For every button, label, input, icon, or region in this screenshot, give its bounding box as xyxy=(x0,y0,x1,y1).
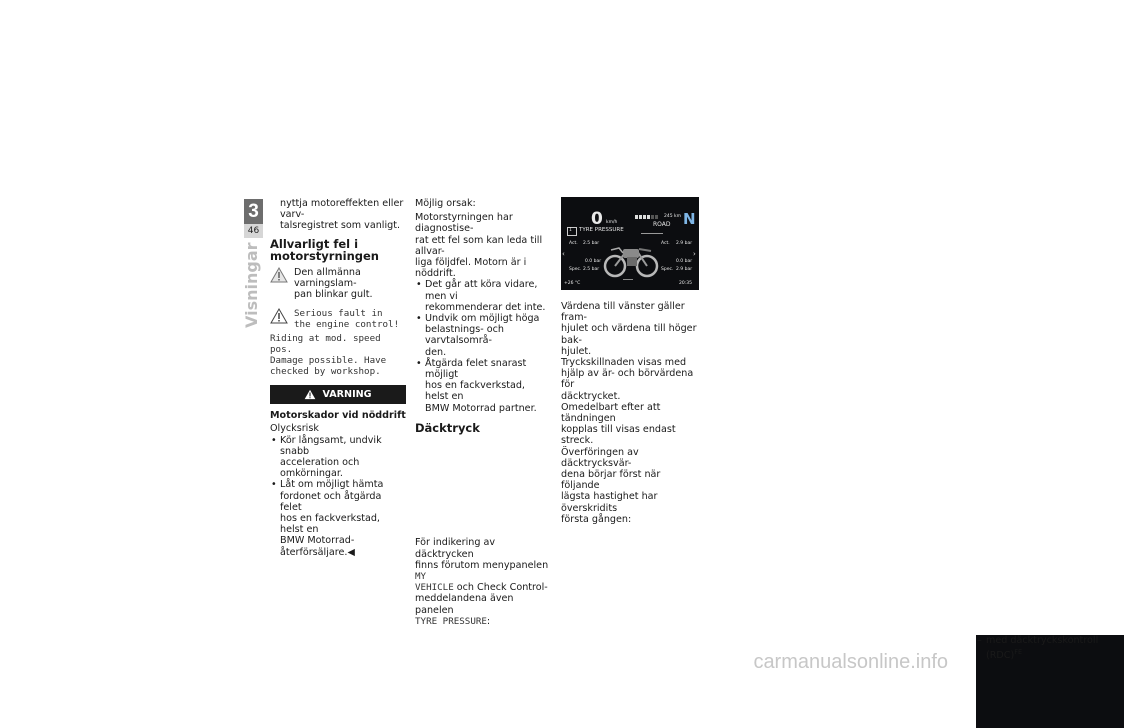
text-line: hjulet och värdena till höger bak- xyxy=(561,323,697,346)
temperature-value: +26 °C xyxy=(564,281,581,286)
chevron-down-icon xyxy=(623,279,633,283)
list-item: • Det går att köra vidare, men vi rekommenderar det inte. xyxy=(415,279,551,313)
warning-label: VARNING xyxy=(322,389,372,401)
rear-spec-value: 2.9 bar xyxy=(676,267,693,272)
warning-triangle-icon xyxy=(270,308,288,324)
speed-unit: km/h xyxy=(606,220,618,225)
cause-line: Motorstyrningen har diagnostise- xyxy=(415,212,513,235)
panel-number: 1 xyxy=(569,228,572,233)
chevron-left-icon: ‹ xyxy=(562,250,565,258)
text-line: hjulet. xyxy=(561,345,592,357)
section-heading: Allvarligt fel i motorstyrningen xyxy=(270,236,379,264)
front-delta-value: 0.0 bar xyxy=(585,259,602,264)
side-title: Visningar xyxy=(242,242,261,328)
front-spec-value: 2.5 bar xyxy=(583,267,600,272)
text-line: hjälp av är- och börvärdena för xyxy=(561,368,694,391)
text-line: För indikering av däcktrycken xyxy=(415,537,496,560)
divider xyxy=(641,233,663,234)
text-line: dena börjar först när följande xyxy=(561,469,661,492)
rear-act-label: Act. xyxy=(661,241,670,246)
panel-title: TYRE PRESSURE xyxy=(579,227,624,233)
cause-label: Möjlig orsak: xyxy=(415,198,476,209)
text-line: TYRE PRESSURE: xyxy=(415,615,491,627)
ride-mode: ROAD xyxy=(653,221,671,228)
warning-list xyxy=(270,435,406,558)
general-light-text: pan blinkar gult. xyxy=(294,289,373,301)
chapter-number: 3 xyxy=(244,199,263,224)
cc-message-line: the engine control! xyxy=(294,319,400,331)
fuel-gauge-icon xyxy=(635,214,661,220)
rear-delta-value: 0.0 bar xyxy=(676,259,693,264)
watermark: carmanualsonline.info xyxy=(753,651,948,673)
list-item: – med däcktryckskontroll (RDC)$^{FE}$ xyxy=(976,635,1124,728)
text-line: finns förutom menypanelen MY xyxy=(415,559,549,582)
cause-line: liga följdfel. Motorn är i nöddrift. xyxy=(415,257,527,280)
text-line: lägsta hastighet har överskridits xyxy=(561,491,658,514)
text-line: Värdena till vänster gäller fram- xyxy=(561,301,685,324)
text-line: VEHICLE och Check Control- xyxy=(415,582,548,594)
page-number: 46 xyxy=(244,224,263,238)
tyre-paragraph xyxy=(415,537,551,627)
rear-act-value: 2.9 bar xyxy=(676,241,693,246)
general-light-text: Den allmänna varningslam- xyxy=(294,266,361,289)
cc-message-line: Riding at mod. speed pos. xyxy=(270,332,381,355)
list-item: • Undvik om möjligt höga belastnings- och varvtalsområ- den. xyxy=(415,313,551,358)
intro-line: talsregistret som vanligt. xyxy=(280,220,401,232)
general-warning-row xyxy=(270,267,406,301)
column-1 xyxy=(270,198,406,558)
text-line: första gången: xyxy=(561,513,632,525)
intro-line: nyttja motoreffekten eller varv- xyxy=(280,198,404,221)
cc-message-line: Damage possible. Have xyxy=(270,355,387,367)
warning-bar xyxy=(270,385,406,404)
rear-spec-label: Spec. xyxy=(661,267,674,272)
list-item: • Åtgärda felet snarast möjligt hos en fackverkstad, helst en BMW Motorrad partner. xyxy=(415,358,551,414)
tyre-heading: Däcktryck xyxy=(415,420,480,435)
text-line: kopplas till visas endast streck. xyxy=(561,424,676,447)
front-spec-label: Spec. xyxy=(569,267,582,272)
clock-value: 20:35 xyxy=(679,281,692,286)
text-line: Överföringen av däcktrycksvär- xyxy=(561,446,639,469)
front-act-value: 2.5 bar xyxy=(583,241,600,246)
warning-triangle-icon xyxy=(304,389,316,400)
list-item: • Kör långsamt, undvik snabb acceleration och omkörningar. xyxy=(270,435,406,480)
gear-indicator: N xyxy=(683,210,696,228)
list-item: • Låt om möjligt hämta fordonet och åtgärda felet hos en fackverkstad, helst en BMW Motorrad-återförsäljare.◀ xyxy=(270,479,406,557)
text-line: meddelandena även panelen xyxy=(415,593,514,616)
warning-title: Motorskador vid nöddrift xyxy=(270,410,406,422)
warning-triangle-icon xyxy=(270,267,288,283)
text-line: Tryckskillnaden visas med xyxy=(561,357,687,369)
tyre-pressure-display xyxy=(561,197,699,290)
warning-subtitle: Olycksrisk xyxy=(270,423,319,435)
front-act-label: Act. xyxy=(569,241,578,246)
cc-message-line: Serious fault in xyxy=(294,308,383,320)
range-value: 245 km xyxy=(664,214,682,219)
cc-message-row xyxy=(270,308,406,330)
column-3 xyxy=(561,301,701,525)
chevron-right-icon: › xyxy=(693,250,696,258)
cause-list xyxy=(415,279,551,413)
cc-message-line: checked by workshop. xyxy=(270,366,381,378)
motorcycle-icon xyxy=(603,241,659,277)
cause-line: rat ett fel som kan leda till allvar- xyxy=(415,234,543,257)
text-line: Omedelbart efter att tändningen xyxy=(561,401,661,425)
text-line: däcktrycket. xyxy=(561,390,621,402)
speed-value: 0 xyxy=(591,209,603,229)
